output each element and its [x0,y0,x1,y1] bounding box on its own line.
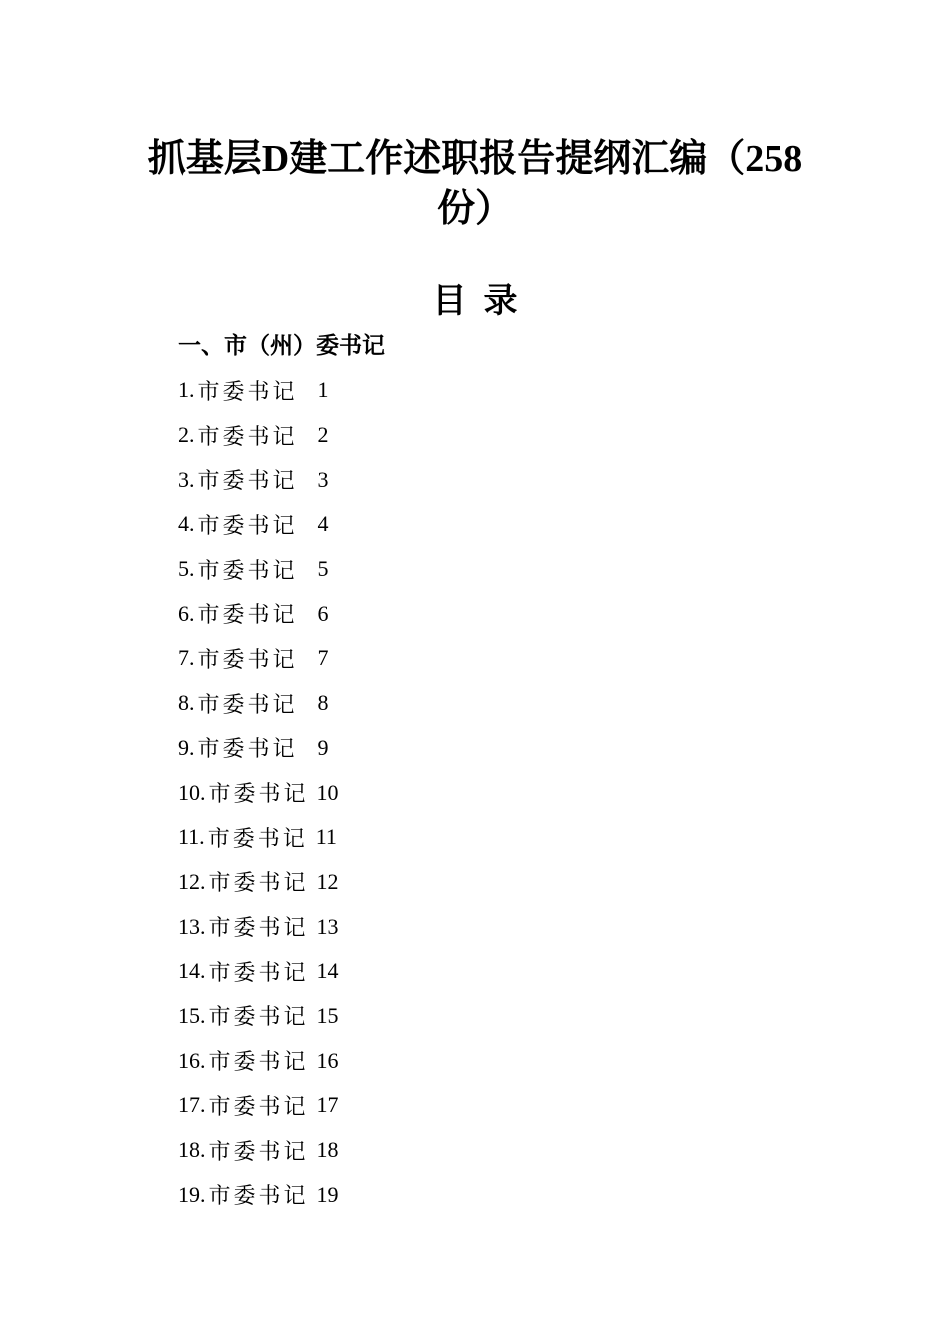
toc-entry[interactable] [178,1172,339,1217]
toc-entry-title: 市委书记 [208,781,309,807]
toc-heading: 目 录 [432,283,518,320]
toc-entry[interactable] [178,994,339,1039]
toc-entry-page-number: 13 [316,913,339,939]
toc-entry[interactable] [178,726,339,771]
toc-entry-title: 市委书记 [208,1004,309,1030]
toc-entry-title: 市委书记 [208,959,309,985]
toc-entry-page-number: 2 [317,422,329,448]
toc-entry-number: 19. [178,1181,206,1207]
toc-entry-title: 市委书记 [197,736,298,762]
toc-entry-title: 市委书记 [197,378,298,404]
toc-entry[interactable] [178,502,339,547]
toc-entry[interactable] [178,815,339,860]
toc-entry[interactable] [178,413,339,458]
toc-entry-number: 15. [178,1002,206,1028]
toc-entry-page-number: 18 [316,1137,339,1163]
toc-entry-page-number: 10 [316,779,339,805]
toc-entry-title: 市委书记 [197,646,298,672]
toc-entry-number: 10. [178,779,206,805]
toc-entry-number: 2. [178,422,195,448]
toc-entry-title: 市委书记 [208,1138,309,1164]
toc-entry-number: 13. [178,913,206,939]
toc-entry-title: 市委书记 [197,423,298,449]
toc-entry-number: 3. [178,466,195,492]
toc-entry[interactable] [178,547,339,592]
toc-entry-page-number: 12 [316,868,339,894]
toc-entry[interactable] [178,457,339,502]
toc-entry-title: 市委书记 [197,691,298,717]
toc-entry-title: 市委书记 [207,825,308,851]
toc-list [178,368,339,1217]
toc-entry[interactable] [178,1038,339,1083]
toc-entry-number: 7. [178,645,195,671]
toc-entry-title: 市委书记 [197,512,298,538]
toc-entry[interactable] [178,949,339,994]
toc-entry-page-number: 19 [316,1181,339,1207]
toc-entry[interactable] [178,368,339,413]
toc-entry-number: 11. [178,824,205,850]
toc-entry-page-number: 5 [317,556,329,582]
toc-entry-number: 6. [178,600,195,626]
toc-entry-title: 市委书记 [197,602,298,628]
toc-entry-title: 市委书记 [197,468,298,494]
toc-entry-number: 8. [178,690,195,716]
toc-entry-number: 12. [178,868,206,894]
document-title: 抓基层D建工作述职报告提纲汇编（258份） [147,138,803,230]
toc-entry[interactable] [178,860,339,905]
toc-entry-number: 16. [178,1047,206,1073]
toc-entry-page-number: 3 [317,466,329,492]
toc-entry[interactable] [178,1083,339,1128]
toc-entry-number: 17. [178,1092,206,1118]
section-heading: 一、市（州）委书记 [178,333,385,358]
toc-entry-page-number: 4 [317,511,329,537]
toc-entry-page-number: 11 [315,824,337,850]
toc-entry-number: 18. [178,1137,206,1163]
toc-entry[interactable] [178,1128,339,1173]
toc-entry-page-number: 9 [317,734,329,760]
toc-entry-page-number: 16 [316,1047,339,1073]
toc-entry-number: 1. [178,377,195,403]
toc-entry-page-number: 8 [317,690,329,716]
toc-entry-title: 市委书记 [208,1183,309,1209]
toc-entry-title: 市委书记 [208,1093,309,1119]
toc-entry-title: 市委书记 [197,557,298,583]
toc-entry-number: 9. [178,734,195,760]
toc-entry[interactable] [178,770,339,815]
toc-entry-page-number: 1 [317,377,329,403]
toc-entry[interactable] [178,591,339,636]
toc-entry-page-number: 17 [316,1092,339,1118]
toc-entry[interactable] [178,681,339,726]
toc-entry[interactable] [178,636,339,681]
toc-entry[interactable] [178,904,339,949]
toc-entry-number: 14. [178,958,206,984]
toc-entry-number: 4. [178,511,195,537]
toc-entry-page-number: 15 [316,1002,339,1028]
toc-entry-number: 5. [178,556,195,582]
toc-entry-page-number: 14 [316,958,339,984]
toc-entry-page-number: 7 [317,645,329,671]
toc-entry-title: 市委书记 [208,915,309,941]
toc-entry-title: 市委书记 [208,1049,309,1075]
toc-entry-page-number: 6 [317,600,329,626]
toc-entry-title: 市委书记 [208,870,309,896]
